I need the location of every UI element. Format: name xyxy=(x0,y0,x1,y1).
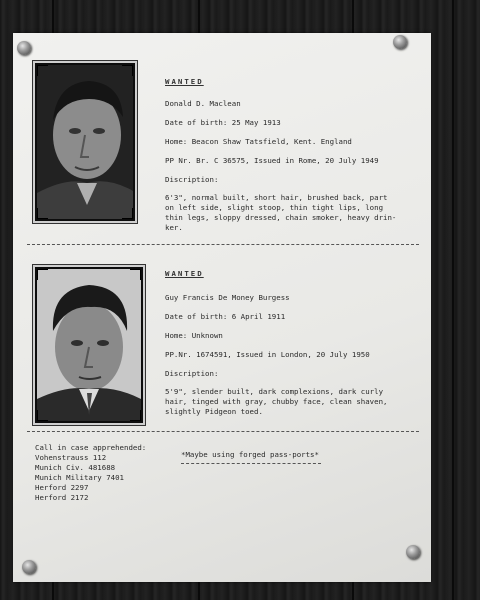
thumbtack-icon xyxy=(22,560,36,574)
wanted-poster xyxy=(13,33,431,582)
contact-heading: Call in case apprehended: xyxy=(35,443,147,452)
date-of-birth: Date of birth: 25 May 1913 xyxy=(165,118,281,127)
description-label: Discription: xyxy=(165,369,219,378)
wanted-heading: WANTED xyxy=(165,269,204,278)
description-line: 5'9", slender built, dark complexions, dark curly xyxy=(165,387,384,396)
thumbtack-icon xyxy=(17,41,31,55)
description-line: slightly Pidgeon toed. xyxy=(165,407,263,416)
description-line: 6'3", normal built, short hair, brushed back, part xyxy=(165,193,388,202)
description-line: on left side, slight stoop, thin tight lips, long xyxy=(165,203,384,212)
portrait-maclean xyxy=(37,65,133,219)
description-line: thin legs, sloppy dressed, chain smoker, heavy drin- xyxy=(165,213,397,222)
photo-burgess xyxy=(35,267,143,423)
portrait-burgess xyxy=(37,269,141,421)
contact-line: Herford 2172 xyxy=(35,493,89,502)
description-label: Discription: xyxy=(165,175,219,184)
passport-number: PP.Nr. 1674591, Issued in London, 20 July 1950 xyxy=(165,350,370,359)
thumbtack-icon xyxy=(393,35,407,49)
photo-corner xyxy=(130,410,143,423)
home-address: Home: Unknown xyxy=(165,331,223,340)
photo-corner xyxy=(122,208,135,221)
date-of-birth: Date of birth: 6 April 1911 xyxy=(165,312,286,321)
dashed-divider xyxy=(27,431,419,432)
photo-corner xyxy=(122,63,135,76)
forged-passport-note: *Maybe using forged pass-ports* xyxy=(181,450,319,459)
contact-line: Munich Military 7401 xyxy=(35,473,124,482)
photo-corner xyxy=(35,63,48,76)
description-line: hair, tinged with gray, chubby face, clean shaven, xyxy=(165,397,388,406)
photo-corner xyxy=(35,267,48,280)
dashed-divider xyxy=(27,244,419,245)
suspect-name: Donald D. Maclean xyxy=(165,99,241,108)
passport-number: PP Nr. Br. C 36575, Issued in Rome, 20 July 1949 xyxy=(165,156,379,165)
description-line: ker. xyxy=(165,223,183,232)
plank-seam xyxy=(452,0,454,600)
note-underline xyxy=(181,463,321,464)
photo-corner xyxy=(130,267,143,280)
thumbtack-icon xyxy=(406,545,420,559)
contact-line: Herford 2297 xyxy=(35,483,89,492)
photo-corner xyxy=(35,410,48,423)
contact-line: Munich Civ. 481688 xyxy=(35,463,116,472)
photo-corner xyxy=(35,208,48,221)
suspect-name: Guy Francis De Money Burgess xyxy=(165,293,290,302)
photo-maclean xyxy=(35,63,135,221)
contact-line: Vohenstrauss 112 xyxy=(35,453,107,462)
home-address: Home: Beacon Shaw Tatsfield, Kent. England xyxy=(165,137,352,146)
wanted-heading: WANTED xyxy=(165,77,204,86)
